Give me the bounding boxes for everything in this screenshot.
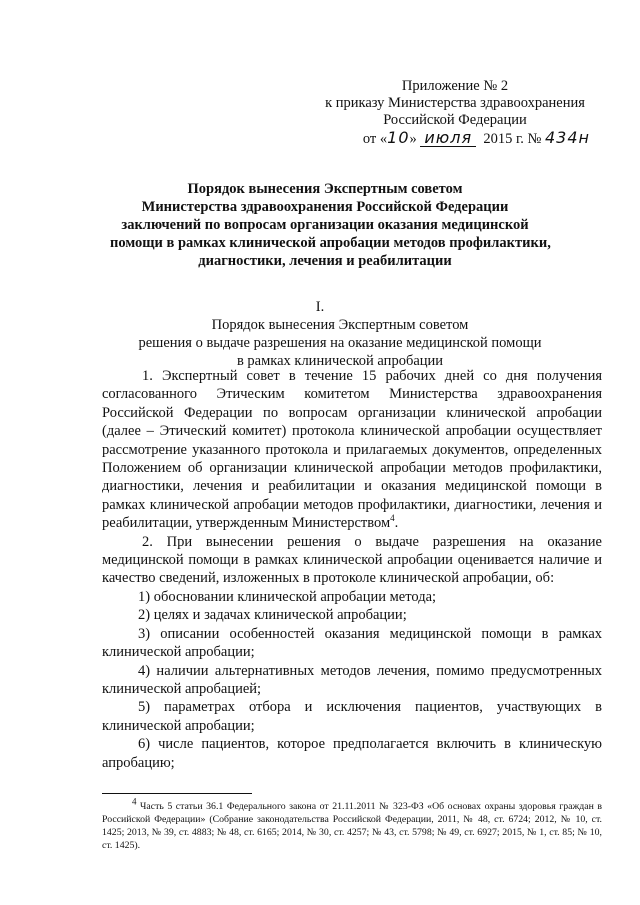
footnote: [102, 796, 602, 852]
document-title: [110, 180, 551, 270]
order-line-2: Российской Федерации: [383, 112, 527, 128]
appendix-label: Приложение № 2: [401, 78, 509, 94]
list-item: 3) описании особенностей оказания медицинской помощи в рамках клинической апробации;: [102, 625, 602, 661]
title-line: диагностики, лечения и реабилитации: [198, 253, 452, 269]
section-heading: [120, 298, 560, 370]
paragraph-1: 1. Экспертный совет в течение 15 рабочих дней со дня получения согласованного Этическим комитетом Министерства здравоохранения Российской Федерации по вопросам организации клинической апробации (далее – Этический комитет) протокола клинической апробации осуществляет рассмотрение указанного протокола и прилагаемых документов, определенных Положением об организации клинической апробации методов профилактики, диагностики, лечения и реабилитации и оказания медицинской помощи в рамках клинической апробации методов профилактики, диагностики, лечения и реабилитации, утвержденным Министерством$^4$.: [102, 368, 602, 532]
title-line: Порядок вынесения Экспертным советом: [187, 181, 463, 197]
footnote-mark: 4: [132, 796, 137, 807]
year-text: 2015 г. №: [483, 131, 542, 147]
title-line: Министерства здравоохранения Российской Федерации: [141, 199, 509, 215]
paragraph-2: 2. При вынесении решения о выдаче разрешения на оказание медицинской помощи в рамках клинической апробации оценивается наличие и качество сведений, изложенных в протоколе клинической апробации, об:: [102, 533, 602, 587]
section-line-3: в рамках клинической апробации: [236, 353, 444, 369]
title-line: помощи в рамках клинической апробации методов профилактики,: [110, 235, 551, 251]
list-item: 5) параметрах отбора и исключения пациентов, участвующих в клинической апробации;: [102, 699, 602, 734]
handwritten-month: июля: [420, 129, 476, 147]
list-item: 1) обосновании клинической апробации метода;: [138, 588, 437, 605]
list-item: 6) числе пациентов, которое предполагается включить в клиническую апробацию;: [102, 736, 602, 771]
list-item: 4) наличии альтернативных методов лечения, помимо предусмотренных клинической апробацией;: [102, 662, 602, 697]
document-body: [102, 367, 602, 772]
section-number: I.: [315, 299, 325, 315]
order-line-1: к приказу Министерства здравоохранения: [325, 95, 585, 111]
footnote-divider: [102, 793, 252, 794]
appendix-header: [300, 78, 610, 148]
section-line-1: Порядок вынесения Экспертным советом: [211, 317, 469, 333]
title-line: заключений по вопросам организации оказания медицинской: [121, 217, 529, 233]
order-date-line: от «10» июля 2015 г. № 434н: [362, 128, 590, 147]
footnote-ref: 4: [390, 513, 395, 524]
section-line-2: решения о выдаче разрешения на оказание медицинской помощи: [138, 335, 542, 351]
handwritten-number: 434н: [545, 128, 590, 147]
footnote-text: Часть 5 статьи 36.1 Федерального закона от 21.11.2011 № 323-ФЗ «Об основах охраны здоровья граждан в Российской Федерации» (Собрание законодательства Российской Федерации, 2011, № 48, ст. 6724; 2012, № 10, ст. 1425; 2013, № 39, ст. 4883; № 48, ст. 6165; 2014, № 30, ст. 4257; № 43, ст. 5798; № 49, ст. 6927; 2015, № 1, ст. 85; № 10, ст. 1425).: [102, 801, 602, 851]
list-item: 2) целях и задачах клинической апробации;: [138, 607, 407, 624]
handwritten-day: 10: [387, 128, 410, 147]
